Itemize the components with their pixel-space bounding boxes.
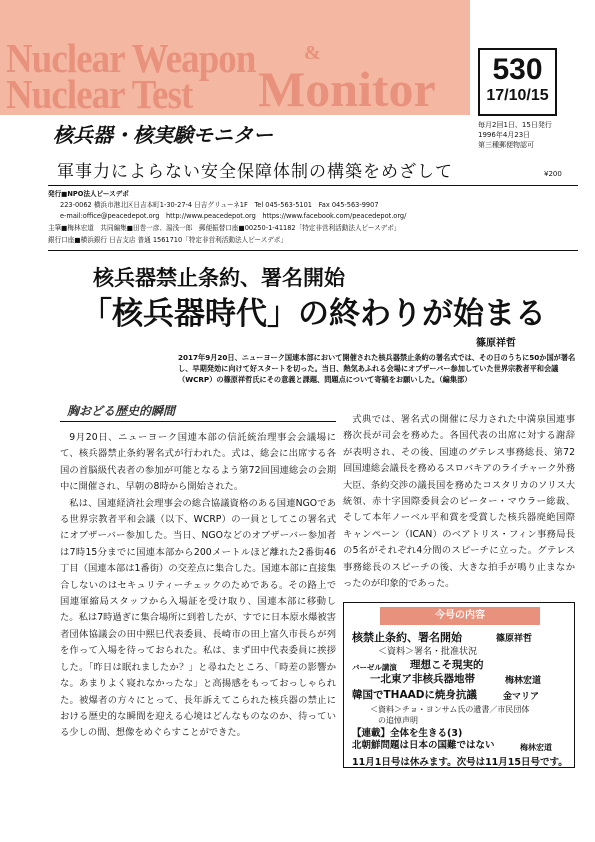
issue-date: 17/10/15 bbox=[486, 87, 549, 104]
toc-item-title: 【連載】全体を生きる(3) bbox=[352, 728, 463, 739]
toc-item-author: 篠原祥哲 bbox=[496, 634, 533, 644]
motto: 軍事力によらない安全保障体制の構築をめざして bbox=[57, 162, 453, 182]
toc-item-author: 金マリア bbox=[503, 692, 540, 702]
headline-main: 「核兵器時代」の終わりが始まる bbox=[81, 296, 546, 332]
japanese-title: 核兵器・核実験モニター bbox=[53, 123, 273, 147]
bank-account: 銀行口座■横浜銀行 日吉支店 普通 1561710「特定非営利活動法人ピースデポ」 bbox=[48, 236, 287, 244]
toc-item-author: 梅林宏道 bbox=[520, 743, 552, 752]
publication-schedule: 毎月2回1日、15日発行 bbox=[478, 121, 552, 129]
contents-title: 今号の内容 bbox=[380, 607, 540, 625]
body-paragraph: 私は、国連経済社会理事会の総合協議資格のある国連NGOである世界宗教者平和会議（以下、WCRP）の一員としてこの署名式にオブザーバー参加した。当日、NGOなどのオブザーバー参加者は7時15分までに国連本部から200メートルほど離れた2番街46丁目（国連本部は1番街）の交差点に集合した。国連本部に直接集合しないのはセキュリティーチェックのためである。その路上で国連軍縮局スタッフから入場証を受け取り、国連本部に移動した。私は7時過ぎに集合場所に到着したが、すでに日本原水爆被害者団体協議会の田中熙巳代表委員、長崎市の田上富久市長らが列を作って入場を待っておられた。私は、まず田中代表委員に挨拶した。「昨日は眠れましたか？」と尋ねたところ、「時差の影響かな。あまりよく寝れなかったな」と高揚感をもっておっしゃられた。被爆者の方々にとって、長年訴えてこられた核兵器の禁止における歴史的な瞬間を迎える心境はどんなものなのか、待っている少しの間、想像をめぐらすことができた。 bbox=[60, 497, 336, 739]
toc-item-sub: ＜資料＞チョ・ヨンサム氏の遺書／市民団体 bbox=[370, 705, 530, 714]
toc-notice: 11月1日号は休みます。次号は11月15日号です。 bbox=[352, 757, 568, 768]
editors-and-postal-account: 主筆■梅林宏道 共同編集■田巻一彦、湯浅一郎 郵便振替口座■00250-1-41182「特定非営利活動法人ピースデポ」 bbox=[48, 224, 401, 232]
postal-permit: 第三種郵便物認可 bbox=[478, 141, 534, 149]
masthead-monitor: Monitor bbox=[258, 61, 436, 117]
toc-item-author: 梅林宏道 bbox=[505, 676, 542, 686]
masthead-ampersand: & bbox=[304, 42, 321, 64]
price: ¥200 bbox=[544, 170, 562, 178]
section-heading: 胸おどる歴史的瞬間 bbox=[60, 402, 336, 422]
toc-item-title: 核禁止条約、署名開始 bbox=[352, 631, 462, 644]
body-paragraph: 9月20日、ニューヨーク国連本部の信託統治理事会会議場にて、核兵器禁止条約署名式が行われた。式は、総会に出席する各国の首脳級代表者の参加が可能となるよう第72回国連総会の会期中に開催され、早朝の8時から開始された。 bbox=[60, 432, 336, 493]
lead-paragraph: 2017年9月20日、ニューヨーク国連本部において開催された核兵器禁止条約の署名式では、その日のうちに50か国が署名し、早期発効に向けて好スタートを切った。当日、熱気あふれる会場にオブザーバー参加していた世界宗教者平和会議（WCRP）の篠原祥哲氏にその意義と課題、問題点について寄稿をお願いした。（編集部） bbox=[178, 353, 576, 384]
body-column-2 bbox=[343, 412, 575, 592]
publisher: 発行■NPO法人ピースデポ bbox=[48, 190, 129, 198]
issue-number: 530 bbox=[492, 53, 543, 86]
toc-item-label: バーゼル講演 bbox=[352, 663, 397, 672]
toc-item-title: 北朝鮮問題は日本の国難ではない bbox=[352, 740, 495, 751]
masthead-english-line2: Nuclear Test bbox=[6, 71, 193, 117]
issue-box bbox=[478, 48, 557, 116]
body-paragraph: 式典では、署名式の開催に尽力された中満泉国連事務次長が司会を務めた。各国代表の出席に対する謝辞が表明され、その後、国連のグテレス事務総長、第72回国連総会議長を務めるスロバキアのライチャーク外務大臣、条約交渉の議長国を務めたコスタリカのソリス大統領、赤十字国際委員会のピーター・マウラー総裁、そして本年ノーベル平和賞を受賞した核兵器廃絶国際キャンペーン（ICAN）のベアトリス・フィン事務局長の5名がそれぞれ4分間のスピーチに立った。グテレス事務総長のスピーチの後、大きな拍手が鳴り止まなかったのが印象的であった。 bbox=[343, 414, 575, 590]
divider bbox=[48, 250, 578, 251]
body-column-1 bbox=[60, 430, 336, 742]
toc-item-sub: ＜資料＞署名・批准状況 bbox=[378, 647, 478, 657]
masthead-english-line1: Nuclear Weapon bbox=[6, 35, 256, 81]
publication-since: 1996年4月23日 bbox=[478, 131, 531, 139]
headline-primary: 核兵器禁止条約、署名開始 bbox=[93, 266, 345, 290]
toc-item-title: 理想こそ現実的 bbox=[410, 659, 484, 671]
toc-item-title: 韓国でTHAADに焼身抗議 bbox=[352, 689, 477, 701]
publisher-address: 223-0062 横浜市港北区日吉本町1-30-27-4 日吉グリューネ1F Tel 045-563-5101 Fax 045-563-9907 bbox=[60, 201, 379, 209]
toc-item-title: 一北東ア非核兵器地帯 bbox=[370, 673, 475, 685]
article-author: 篠原祥哲 bbox=[476, 338, 516, 349]
publisher-web: e-mail:office@peacedepot.org http://www.peacedepot.org https://www.facebook.com/peacedepot.org/ bbox=[60, 212, 407, 220]
toc-item-sub: の追悼声明 bbox=[378, 716, 418, 725]
divider bbox=[48, 185, 578, 186]
